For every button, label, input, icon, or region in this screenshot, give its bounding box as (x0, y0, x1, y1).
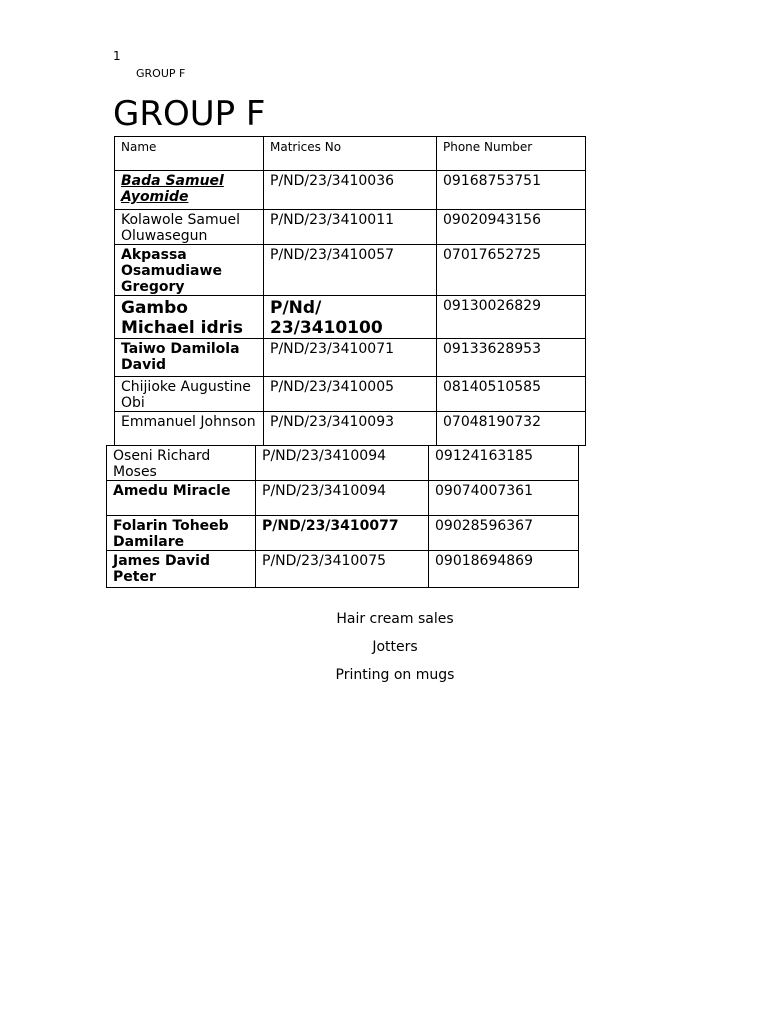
table-row (115, 171, 586, 210)
table-row (115, 339, 586, 377)
member-name: James David Peter (107, 551, 256, 588)
matric-number: P/ND/23/3410077 (256, 516, 429, 551)
matric-number: P/Nd/ 23/3410100 (264, 296, 437, 339)
matric-number: P/ND/23/3410075 (256, 551, 429, 588)
table-row (107, 551, 579, 588)
phone-number: 09020943156 (437, 210, 586, 245)
members-table (114, 136, 586, 446)
matric-number: P/ND/23/3410094 (256, 481, 429, 516)
phone-number: 09168753751 (437, 171, 586, 210)
header-matrices-no: Matrices No (264, 137, 437, 171)
matric-number: P/ND/23/3410093 (264, 412, 437, 446)
member-name: Amedu Miracle (107, 481, 256, 516)
page-number: 1 (113, 49, 121, 63)
table-row (107, 481, 579, 516)
member-name: Bada Samuel Ayomide (115, 171, 264, 210)
header-text: GROUP F (136, 67, 186, 80)
matric-number: P/ND/23/3410005 (264, 377, 437, 412)
member-name: Emmanuel Johnson (115, 412, 264, 446)
table-row (107, 446, 579, 481)
list-item: Printing on mugs (335, 667, 455, 683)
phone-number: 08140510585 (437, 377, 586, 412)
table-row (115, 296, 586, 339)
member-name: Chijioke Augustine Obi (115, 377, 264, 412)
phone-number: 09028596367 (429, 516, 579, 551)
table-row (115, 377, 586, 412)
phone-number: 09018694869 (429, 551, 579, 588)
phone-number: 09133628953 (437, 339, 586, 377)
header-name: Name (115, 137, 264, 171)
member-name: Folarin Toheeb Damilare (107, 516, 256, 551)
phone-number: 07017652725 (437, 245, 586, 296)
matric-number: P/ND/23/3410011 (264, 210, 437, 245)
member-name: Kolawole Samuel Oluwasegun (115, 210, 264, 245)
list-item: Jotters (372, 639, 418, 655)
member-name: Oseni Richard Moses (107, 446, 256, 481)
table-row (107, 516, 579, 551)
matric-number: P/ND/23/3410036 (264, 171, 437, 210)
member-name: Taiwo Damilola David (115, 339, 264, 377)
page-title: GROUP F (113, 94, 266, 134)
table-row (115, 412, 586, 446)
members-table-continued (106, 445, 579, 588)
table-row (115, 210, 586, 245)
phone-number: 09074007361 (429, 481, 579, 516)
list-item: Hair cream sales (336, 611, 454, 627)
matric-number: P/ND/23/3410094 (256, 446, 429, 481)
matric-number: P/ND/23/3410071 (264, 339, 437, 377)
table-row (115, 245, 586, 296)
phone-number: 09124163185 (429, 446, 579, 481)
matric-number: P/ND/23/3410057 (264, 245, 437, 296)
table-header-row (115, 137, 586, 171)
header-phone-number: Phone Number (437, 137, 586, 171)
phone-number: 07048190732 (437, 412, 586, 446)
member-name: Akpassa Osamudiawe Gregory (115, 245, 264, 296)
phone-number: 09130026829 (437, 296, 586, 339)
member-name: Gambo Michael idris (115, 296, 264, 339)
